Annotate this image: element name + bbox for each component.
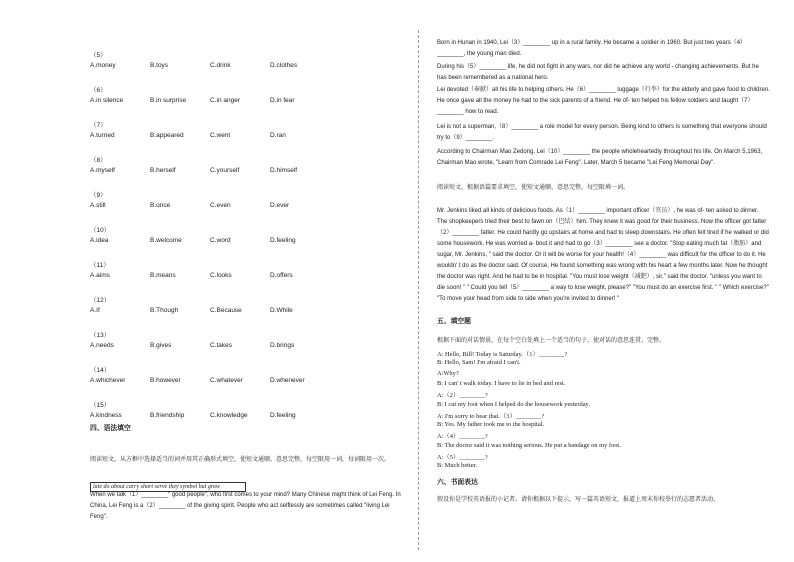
answer-option: D.ran [270, 132, 286, 139]
answer-option: D.brings [270, 342, 295, 349]
question-number: （15） [90, 402, 111, 409]
answer-option: D.in fear [270, 97, 295, 104]
answer-option: B.in surprise [150, 97, 187, 104]
answer-option: B.means [150, 272, 176, 279]
answer-option: A.money [90, 62, 116, 69]
section-4-title: 四、语法填空 [90, 425, 131, 432]
section-6-title: 六、书面表达 [437, 479, 478, 486]
answer-option: C.takes [210, 342, 233, 349]
answer-option: A.kindness [90, 412, 122, 419]
answer-option: C.looks [210, 272, 232, 279]
answer-option: A.idea [90, 237, 109, 244]
answer-option: C.word [210, 237, 231, 244]
answer-option: B.welcome [150, 237, 182, 244]
question-number: （7） [90, 122, 107, 129]
column-divider [418, 30, 419, 550]
answer-option: C.yourself [210, 167, 240, 174]
answer-option: B.herself [150, 167, 176, 174]
dialog-line: A:Why? [437, 369, 459, 377]
lei-feng-paragraph-1: Born in Hunan in 1940, Lei（3）________ up in a rural family. He became a soldier in 1960. But just two years（4）________, the young man died. [437, 40, 747, 57]
answer-option: A.aims [90, 272, 110, 279]
answer-option: D.offers [270, 272, 293, 279]
question-number: （5） [90, 52, 107, 59]
question-number: （11） [90, 262, 110, 269]
lei-feng-paragraph-3: Lei devoted（奉献）all his life to helping others. He（6）________ luggage（行李）for the elderly and gave food to children. He once gave all the money he had to the sick parents of a friend. He of- ten helped his fellow soldiers and taught（7）________ how to read. [437, 87, 770, 115]
lei-feng-passage-intro: When we talk（1）________" good people", who first comes to your mind? Many Chinese might think of Lei Feng. In China, Lei Feng is a（2）________ of the giving spirit. People who act selflessly are sometimes called "living Lei Feng". [90, 492, 401, 520]
dialog-line: B: Hello, Sam! I'm afraid I can't. [437, 359, 521, 367]
lei-feng-paragraph-4: Lei is not a superman,（8）________ a role model for every person. Being kind to others is something that everyone should try to（9）________. [437, 124, 767, 141]
answer-option: A.myself [90, 167, 115, 174]
dialog-line: A: Hello, Bill! Today is Saturday.（1）________? [437, 351, 568, 358]
answer-option: B.gives [150, 342, 172, 349]
question-number: （9） [90, 192, 107, 199]
dialog-line: B: Yes. My father took me to the hospital. [437, 421, 545, 429]
answer-option: C.whatever [210, 377, 243, 384]
answer-option: C.knowledge [210, 412, 248, 419]
answer-option: D.feeling [270, 237, 296, 244]
answer-option: B.appeared [150, 132, 184, 139]
answer-option: A.still [90, 202, 106, 209]
word-box: late do about carry short serve they symbol but grow [90, 482, 246, 492]
jenkins-story: Mr. Jenkins liked all kinds of delicious foods. As（1）________ important officer（官员）, he was of- ten asked to dinner. The shopkeepers tried their best to fawn on（巴结）him. They knew it was good for their business. Now the officer got fatter（2）________ fatter. He could hardly go upstairs at home and had to sleep downstairs. He often felt tired if he walked or did some housework. He was worried a- bout it and had to go（3）________ see a doctor. "Stop eating much fat（脂肪）and sugar, Mr. Jenkins, " said the doctor. Or it will be worse for your health!（4）________ was difficult for the officer to do it. He wouldn' t do as the doctor said. Of course, He found something was wrong with his heart a few months later. Now he thought the doctor was right. And he had to be in hospital. "You must lose weight（减肥）, sir," said the doctor. "unless you want to die soon! " " Could you tell（5）________ a way to lose weight, please?" "You must do an exercise first. " " Which exercise?" "To move your head from side to side when you're invited to dinner! " [437, 208, 769, 302]
section-5-title: 五、填空题 [437, 318, 471, 325]
answer-option: A.If [90, 307, 100, 314]
answer-option: C.went [210, 132, 231, 139]
answer-option: B.friendship [150, 412, 185, 419]
answer-option: C.even [210, 202, 231, 209]
answer-option: D.feeling [270, 412, 296, 419]
answer-option: A.needs [90, 342, 114, 349]
answer-option: B.toys [150, 62, 169, 69]
question-number: （6） [90, 87, 107, 94]
reading-instruction: 阅读短文，根据语篇要求填空，使短文通顺、意思完整，每空限填一词。 [437, 185, 630, 191]
answer-option: C.drink [210, 62, 231, 69]
dialog-line: B: Much better. [437, 462, 477, 470]
answer-option: C.in anger [210, 97, 240, 104]
question-number: （13） [90, 332, 111, 339]
answer-option: A.in silence [90, 97, 124, 104]
dialog-instruction: 根据下面的对话情景，在每个空白处填上一个适当的句子，使对话的意思连贯、完整。 [437, 338, 666, 344]
answer-option: D.ever [270, 202, 290, 209]
question-number: （14） [90, 367, 111, 374]
lei-feng-paragraph-2: During his（5）________ life, he did not fight in any wars, nor did he achieve any world - changing achievements. But he has been remembered as a national hero. [437, 64, 759, 81]
dialog-line: B: I cut my foot when I helped do the housework yesterday. [437, 400, 590, 408]
lei-feng-paragraph-5: According to Chairman Mao Zedong, Lei（10）________ the people wholeheartedly throughout his life. On March 5,1963, Chairman Mao wrote, "Learn from Comrade Lei Feng". Later, March 5 became "Lei Feng Memorial Day". [437, 149, 763, 166]
question-number: （8） [90, 157, 107, 164]
answer-option: A.whichever [90, 377, 126, 384]
answer-option: B.however [150, 377, 181, 384]
dialog-line: A: I'm sorry to hear that.（3）________? [437, 412, 545, 420]
writing-instruction: 假设你是学校英语报的小记者。请你根据以下提示，写一篇英语短文，报道上周末你校举行的志愿者活动。 [437, 497, 720, 503]
dialog-line: B: The doctor said it was nothing serious. He put a bandage on my foot. [437, 441, 621, 449]
answer-option: B.Though [150, 307, 179, 314]
answer-option: D.whenever [270, 377, 305, 384]
answer-option: C.Because [210, 307, 242, 314]
dialog-line: A:（4）________? [437, 433, 488, 441]
dialog-line: A:（5）________? [437, 454, 488, 461]
grammar-instruction: 阅读短文，从方框中选择适当的词并用其正确形式填空，使短文通顺、意思完整，每空限用一词，每词限用一次。 [90, 457, 391, 463]
answer-option: D.While [270, 307, 293, 314]
question-number: （10） [90, 227, 111, 234]
dialog-line: A:（2）________? [437, 392, 488, 400]
answer-option: B.once [150, 202, 171, 209]
answer-option: D.clothes [270, 62, 298, 69]
question-number: （12） [90, 297, 111, 304]
answer-option: D.himself [270, 167, 298, 174]
answer-option: A.turned [90, 132, 115, 139]
dialog-line: B: I can' t walk today. I have to lie in bed and rest. [437, 379, 566, 387]
